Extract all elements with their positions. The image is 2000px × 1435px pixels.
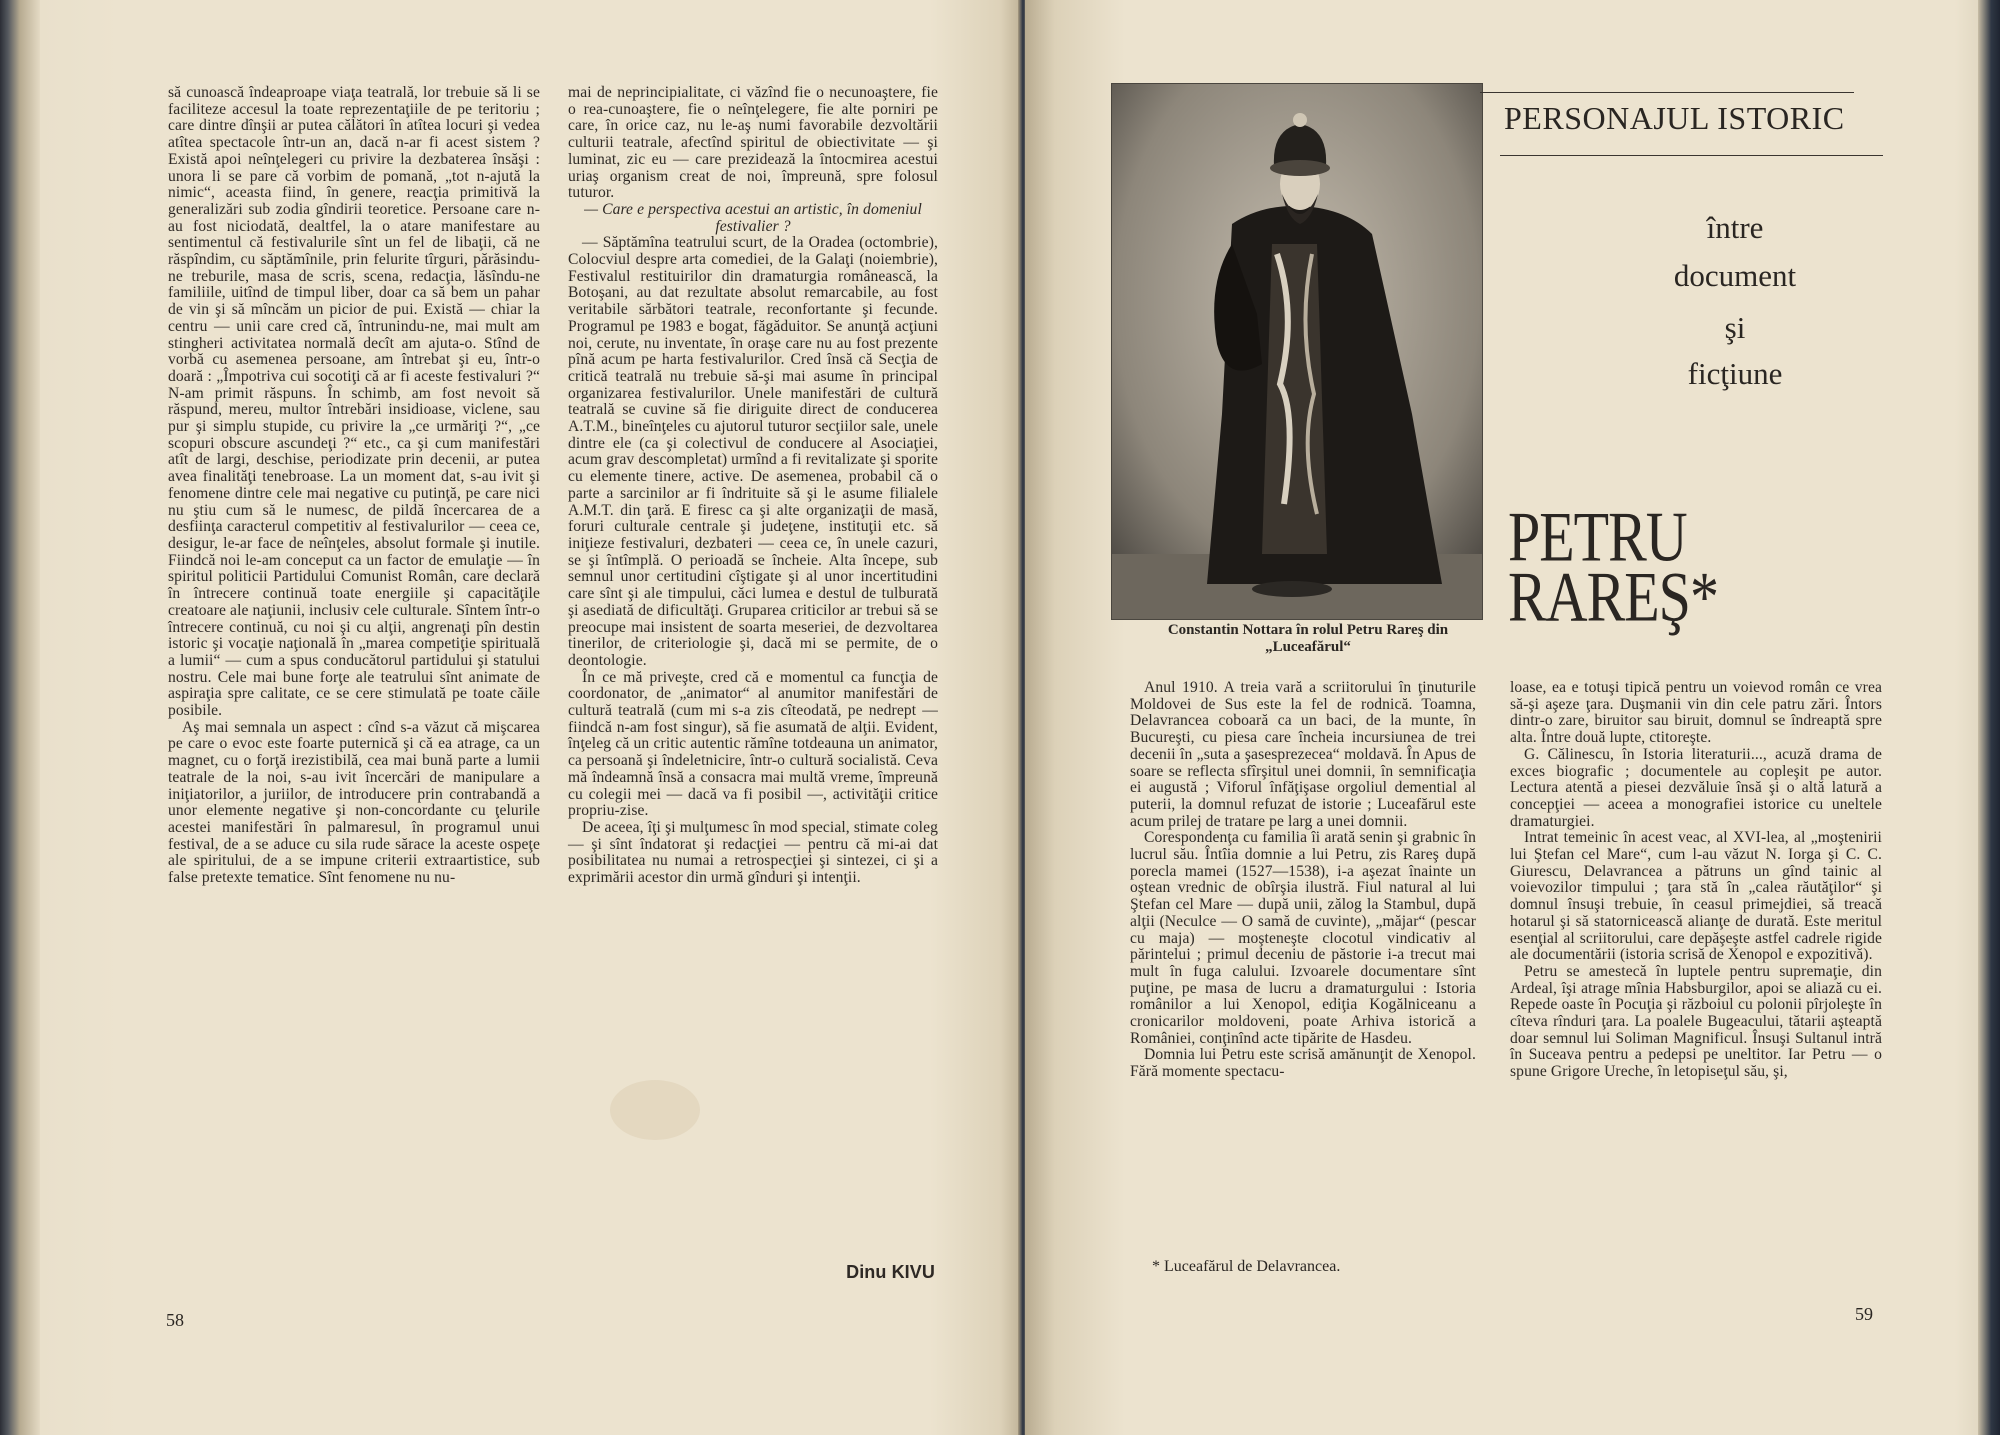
paragraph: — Care e perspectiva acestui an artistic, în domeniul festivalier ? <box>584 200 922 235</box>
section-rubric: PERSONAJUL ISTORIC <box>1504 100 1845 136</box>
signature: Dinu KIVU <box>846 1262 935 1282</box>
cover-edge <box>1978 0 2000 1435</box>
page-number-right: 59 <box>1855 1304 1873 1324</box>
paragraph: să cunoască îndeaproape viaţa teatrală, lor trebuie să li se faciliteze accesul la toate reprezentaţiile de pe teritoriu ; care dintre dînşii ar putea călători în atîtea locuri şi vedea atîtea spectacole într-un an, dacă n-ar fi acest sistem ? Există apoi neînţelegeri cu privire la dezbaterea însăşi : unora li se pare că vorbim de pomană, „tot n-ajută la nimic“, aceasta fiind, în genere, reacţia primitivă la generalizări sub zodia gîndirii teoretice. Persoane care n-au fost niciodată, dealtfel, la o atare manifestare au sentimentul că festivalurile sînt un fel de libaţii, că ne răspîndim, cu săptămînile, prin felurite tîrguri, părăsindu-ne treburile, masa de scris, scena, redacţia, lăsîndu-ne familiile, uitînd de timpul liber, doar ca să bem un pahar de vin şi să mîncăm un picior de pui. Există — chiar la centru — unii care cred că, întrunindu-ne, mai mult am stingheri activitatea normală decît am ajuta-o. Stînd de vorbă cu asemenea persoane, am întrebat şi eu, într-o doară : „Împotriva cui socotiţi că ar fi aceste festivaluri ?“ N-am primit răspuns. În schimb, am fost nevoit să răspund, mereu, multor întrebări insidioase, viclene, sau pur şi simplu stupide, cu privire la „ce urmăriţi ?“, „ce scopuri obscure ascundeţi ?“ etc., ca şi cum manifestări atît de largi, deschise, periodizate prin decenii, ar putea avea finalităţi tenebroase. La un moment dat, s-au ivit şi fenomene dintre cele mai negative cu putinţă, pe care nici nu ştiu cum să le numesc, de pildă încercarea de a desfiinţa caracterul competitiv al festivalurilor — ceea ce, desigur, le-ar face de neînţeles, absolut formale şi inutile. Fiindcă noi le-am conceput ca un factor de emulaţie — în spiritul politicii Partidului Comunist Român, care declară în întrecere continuă toate energiile şi capacităţile creatoare ale naţiunii, inclusiv cele culturale. Sîntem într-o întrecere continuă, cu noi şi cu alţii, angrenaţi pîn destin istoric şi vocaţie naţională în „marea competiţie spirituală a lumii“ — cum a spus conducătorul partidului şi statului nostru. Cele mai bune forţe ale teatrului sînt animate de aspiraţia spre calitate, ce se cere stimulată pe toate căile posibile. <box>168 84 540 720</box>
paragraph: În ce mă priveşte, cred că e momentul ca funcţia de coordonator, de „animator“ al anumitor manifestări de cultură teatrală (cum mi s-a zis cîteodată, pe nedrept — fiindcă n-am fost singur), să fie asumată de alţii. Evident, înţeleg că un critic autentic rămîne totdeauna un animator, ca persoană şi îndeletnicire, într-o cultură socialistă. Ceva mă îndeamnă însă a consacra mai multă vreme, împreună cu colegii mei — dacă va fi posibil —, activităţii critice propriu-zise. <box>568 668 938 820</box>
footnote: * Luceafărul de Delavrancea. <box>1152 1258 1341 1275</box>
photo-caption: Constantin Nottara în rolul Petru Rareş din „Luceafărul“ <box>1167 622 1449 655</box>
subtitle-line-2: document <box>1673 258 1797 293</box>
page-number-left: 58 <box>166 1310 184 1330</box>
paragraph: loase, ea e totuşi tipică pentru un voievod român ce vrea să-şi aşeze ţara. Duşmanii vin din cele patru zări. Întors dintr-o zare, biruitor sau biruit, domnul se îndreaptă spre alta. Între două lupte, ctitoreşte. <box>1510 679 1882 747</box>
paragraph: Aş mai semnala un aspect : cînd s-a văzut că mişcarea pe care o evoc este foarte puternică şi că ea atrage, ca un magnet, cu o forţă irezistibilă, cea mai bună parte a lumii teatrale de la noi, s-au ivit încercări de manipulare a iniţiatorilor, a juriilor, de introducere prin contrabandă a unor elemente negative şi non-concordante cu ţelurile acestei manifestări în palmaresul, în programul unui festival, de a se aduce cu sila rude sărace la aceste ospeţe ale spiritului, de a se impune criterii extraartistice, sub false pretexte tematice. Sînt fenomene nu nu- <box>168 718 540 887</box>
subtitle-line-4: ficţiune <box>1687 356 1783 391</box>
subtitle-line-3: şi <box>1724 310 1746 345</box>
right-column-2 <box>1510 680 1882 1081</box>
rubric-rule-bottom <box>1500 155 1883 156</box>
actor-portrait-illustration <box>1112 84 1482 619</box>
subtitle-line-1: între <box>1706 210 1764 245</box>
paragraph: G. Călinescu, în Istoria literaturii..., acuză drama de exces biografic ; documentele au copleşit pe autor. Lectura atentă a piesei dezvăluie însă şi o altă latură a concepţiei — aceea a monografiei istorice cu uneltele dramaturgiei. <box>1510 745 1882 830</box>
rubric-rule-top <box>1480 92 1854 93</box>
paragraph: Petru se amestecă în luptele pentru supremaţie, din Ardeal, îşi atrage mînia Habsburgilor, apoi se aliază cu ei. Repede oaste în Pocuţia şi războiul cu polonii pîrjoleşte în cîteva rînduri ţara. La poalele Bugeacului, tătarii aşteaptă doar semnul lui Soliman Magnificul. Însuşi Sultanul intră în Suceava pentru a pedepsi pe uneltitor. Iar Petru — o spune Grigore Ureche, în letopiseţul său, şi, <box>1510 962 1882 1081</box>
binding-edge <box>0 0 40 1435</box>
paragraph: — Săptămîna teatrului scurt, de la Oradea (octombrie), Colocviul despre arta comediei, de la Galaţi (noiembrie), Festivalul restituirilor din dramaturgia românească, la Botoşani, au dat rezultate absolut remarcabile, au fost veritabile sărbători teatrale, reconfortante şi fecunde. Programul pe 1983 e bogat, făgăduitor. Se anunţă acţiuni noi, cerute, nu inventate, în oraşe care nu au fost prezente pînă acum pe harta festivalurilor. Cred însă că Secţia de critică teatrală nu trebuie să-şi mai asume în principal organizarea festivalurilor. Unele manifestări de cultură teatrală se cuvine să fie diriguite direct de conducerea A.T.M., bineînţeles cu ajutorul tuturor secţiilor sale, unele dintre ele (ca şi colectivul de conducere al Asociaţiei, acum grav descompletat) urmînd a fi revitalizate şi sporite cu elemente tinere, active. De asemenea, probabil că o parte a sarcinilor ar fi îndrituite să şi le asume filialele A.M.T. din ţară. E firesc ca şi alte organizaţii de masă, foruri culturale centrale şi judeţene, instituţii etc. să iniţieze festivaluri, dezbateri — ceea ce, în unele cazuri, se şi întîmplă. O perioadă se încheie. Alta începe, sub semnul unor certitudini cîştigate şi al unor incertitudini care sînt şi ale timpului, căci lumea e destul de tulburată şi asediată de dificultăţi. Gruparea criticilor ar trebui să se preocupe mai insistent de soarta meseriei, de dezvoltarea tinerilor, de criteriologie şi, dacă mi se permite, de o deontologie. <box>568 234 938 669</box>
paragraph: Corespondenţa cu familia îi arată senin şi grabnic în lucrul său. Întîia domnie a lui Petru, zis Rareş după porecla mamei (1527—1538), i-a aşezat înainte un oştean vrednic de obîrşia ilustră. Fiul natural al lui Ştefan cel Mare — după unii, zălog la Stambul, după alţii (Neculce — O samă de cuvinte), „măjar“ (pescar cu maja) — moşteneşte clocotul vindicativ al părintelui ; primul deceniu de păstorie i-a trecut mai mult în fuga calului. Izvoarele documentare sînt puţine, pe masa de lucru a dramaturgului : Istoria românilor a lui Xenopol, ediţia Kogălniceanu a cronicarilor moldoveni, poate Arhiva istorică a României, conţinînd acte tipărite de Hasdeu. <box>1130 829 1476 1047</box>
paragraph: De aceea, îţi şi mulţumesc în mod special, stimate coleg — şi sînt îndatorat şi redacţiei — pentru că mi-ai dat posibilitatea nu numai a retrospecţiei şi sintezei, ci şi a exprimării acestor din urmă gînduri şi intenţii. <box>568 818 938 887</box>
paragraph: Intrat temeinic în acest veac, al XVI-lea, al „moştenirii lui Ştefan cel Mare“, cum l-au văzut N. Iorga şi C. C. Giurescu, Delavrancea a pătruns un gînd tainic al voievozilor timpului ; ţara stă în „calea răutăţilor“ şi domnul însuşi trebuie, în ceasul primejdiei, să treacă hotarul şi să statornicească alianţe de durată. Este meritul esenţial al scriitorului, care depăşeşte astfel cadrele rigide ale documentării (istoria scrisă de Xenopol e expozitivă). <box>1510 829 1882 964</box>
right-column-1 <box>1130 680 1476 1081</box>
paragraph: Domnia lui Petru este scrisă amănunţit de Xenopol. Fără momente spectacu- <box>1130 1046 1476 1081</box>
paragraph: Anul 1910. A treia vară a scriitorului în ţinuturile Moldovei de Sus este la fel de rodnică. Toamna, Delavrancea coboară ca un baci, de la munte, în Bucureşti, cu piesa care încheia incursiunea de trei decenii în „suta a şasesprezecea“ moldavă. În Apus de soare se reflecta sfîrşitul unei domnii, în semnificaţia ei augustă ; Viforul înfăţişase orgoliul demential al puterii, la domnul refuzat de istorie ; Luceafărul este acum prilej de tratare pe larg a unei domnii. <box>1130 679 1476 830</box>
paper-stain <box>610 1080 700 1140</box>
left-column-2 <box>568 85 938 887</box>
portrait-photo <box>1111 83 1483 620</box>
article-title-line-1: PETRU <box>1508 497 1687 577</box>
article-title-line-2: RAREŞ* <box>1508 557 1718 637</box>
left-column-1 <box>168 85 540 887</box>
paragraph: mai de neprincipialitate, ci văzînd fie o necunoaştere, fie o rea-cunoaştere, fie o neînţelegere, fie alte porniri pe care, în orice caz, nu le-aş numi favorabile dezvoltării culturii teatrale, afectînd spiritul de obiectivitate — şi luminat, zic eu — care prezidează la întocmirea acestui uriaş organism creat de noi, împreună, spre folosul tuturor. <box>568 84 938 202</box>
